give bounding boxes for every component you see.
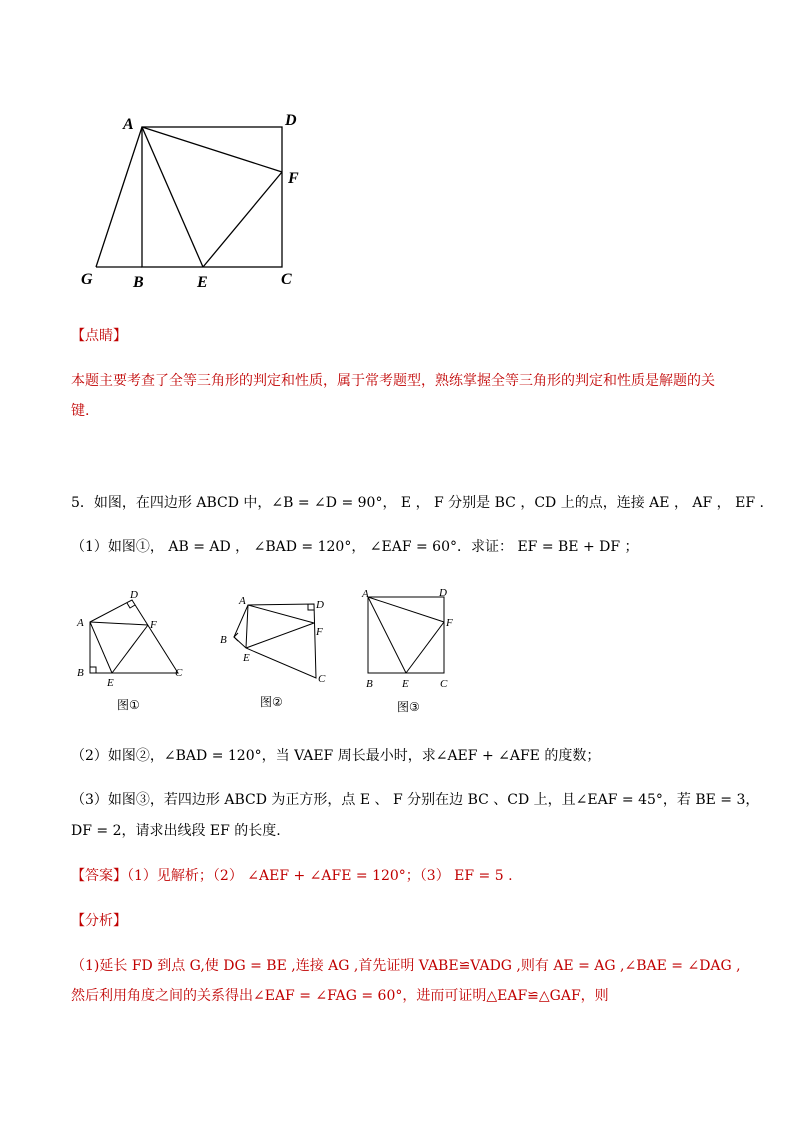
figure-3 [355, 585, 465, 720]
answer-heading: 【答案】 [71, 868, 127, 884]
fig1-F: F [150, 619, 157, 631]
fig3-D: D [439, 587, 447, 599]
fig1-caption: 图① [117, 698, 140, 712]
label-A: A [123, 116, 134, 133]
fig3-B: B [366, 678, 373, 690]
problem5-stem: 5．如图，在四边形 ABCD 中，∠B = ∠D = 90°， E ， F 分别是 BC ，CD 上的点，连接 AE ， AF ， EF . [71, 495, 764, 511]
label-B: B [133, 274, 144, 291]
label-D: D [285, 112, 297, 129]
fig3-C: C [440, 678, 448, 690]
top-geometry-figure [70, 105, 310, 295]
fig2-F: F [316, 626, 323, 638]
fig3-A: A [362, 588, 369, 600]
label-E: E [197, 274, 208, 291]
problem5-part1: （1）如图①， AB = AD ， ∠BAD = 120°， ∠EAF = 60°．求证： EF = BE + DF ； [71, 539, 639, 555]
label-F: F [288, 170, 299, 187]
fig2-C: C [318, 673, 326, 685]
analysis-line1: （1)延长 FD 到点 G,使 DG = BE ,连接 AG ,首先证明 VABE≌VADG ,则有 AE = AG ,∠BAE = ∠DAG , [71, 958, 741, 974]
fig3-E: E [402, 678, 409, 690]
label-G: G [81, 271, 93, 288]
fig1-C: C [175, 667, 183, 679]
fig1-E: E [107, 677, 114, 689]
fig1-B: B [77, 667, 84, 679]
figure-1 [70, 585, 200, 715]
analysis-line2: 然后利用角度之间的关系得出∠EAF = ∠FAG = 60°，进而可证明△EAF≌△GAF，则 [71, 988, 609, 1004]
fig2-B: B [220, 634, 227, 646]
label-C: C [281, 271, 292, 288]
figure-2 [210, 585, 340, 715]
problem5-part3-line2: DF = 2，请求出线段 EF 的长度. [71, 823, 281, 839]
fig2-E: E [243, 652, 250, 664]
dianjing-text-line1: 本题主要考查了全等三角形的判定和性质，属于常考题型，熟练掌握全等三角形的判定和性质是解题的关 [71, 373, 715, 389]
fig1-D: D [130, 589, 138, 601]
dianjing-text-line2: 键. [71, 403, 90, 419]
fig2-A: A [239, 595, 246, 607]
analysis-heading: 【分析】 [71, 913, 127, 929]
problem5-part2: （2）如图②，∠BAD = 120°，当 VAEF 周长最小时，求∠AEF + ∠AFE 的度数； [71, 748, 601, 764]
fig1-A: A [77, 617, 84, 629]
fig3-caption: 图③ [397, 700, 420, 714]
fig3-F: F [446, 617, 453, 629]
answer-text: （1）见解析；（2） ∠AEF + ∠AFE = 120°；（3） EF = 5 . [127, 868, 513, 884]
problem5-part3-line1: （3）如图③，若四边形 ABCD 为正方形，点 E 、 F 分别在边 BC 、CD 上，且∠EAF = 45°，若 BE = 3， [71, 792, 760, 808]
fig2-D: D [316, 599, 324, 611]
dianjing-heading: 【点睛】 [71, 328, 127, 344]
fig2-caption: 图② [260, 695, 283, 709]
answer-block [71, 866, 513, 886]
